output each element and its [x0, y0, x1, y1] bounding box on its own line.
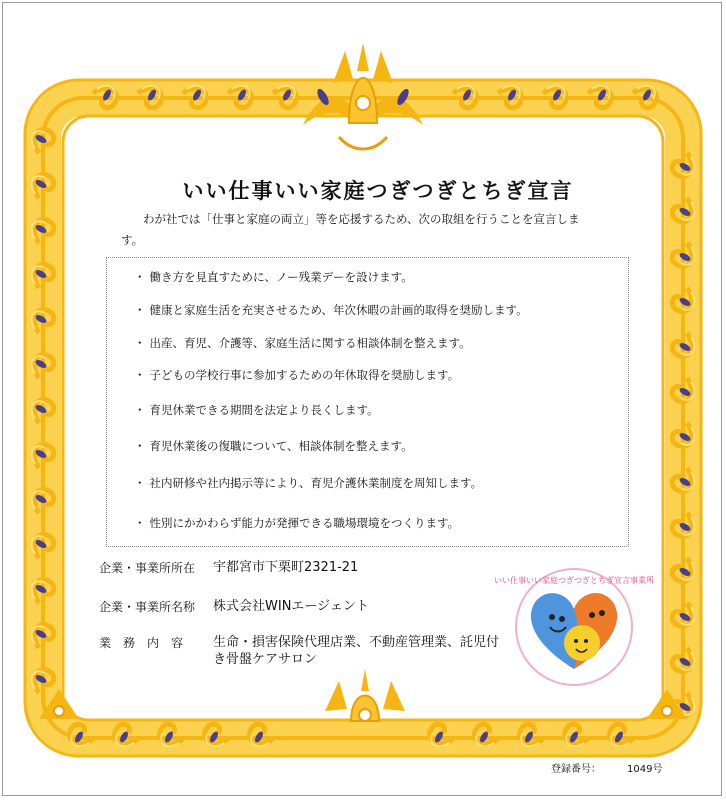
commitment-item: ・ 社内研修や社内掲示等により、育児介護休業制度を周知します。 — [134, 475, 482, 491]
business-value: 生命・損害保険代理店業、不動産管理業、託児付き骨盤ケアサロン — [213, 635, 500, 667]
company-name-label: 企業・事業所名称 — [99, 600, 196, 614]
company-name-value: 株式会社WINエージェント — [213, 599, 369, 614]
commitment-item: ・ 子どもの学校行事に参加するための年休取得を奨励します。 — [134, 367, 459, 383]
registration-label: 登録番号： — [551, 764, 601, 775]
commitment-item: ・ 育児休業後の復職について、相談体制を整えます。 — [134, 438, 413, 454]
commitment-item: ・ 健康と家庭生活を充実させるため、年次休暇の計画的取得を奨励します。 — [134, 302, 528, 318]
registration-number — [551, 760, 688, 775]
registration-value: 1049号 — [627, 764, 663, 775]
logo-ring-text: いい仕事いい家庭つぎつぎとちぎ宣言事業所 — [494, 576, 654, 585]
intro-text: わが社では「仕事と家庭の両立」等を応援するため、次の取組を行うことを宣言します。 — [121, 212, 580, 247]
address-value: 宇都宮市下栗町2321-21 — [213, 560, 359, 575]
commitment-item: ・ 性別にかかわらず能力が発揮できる職場環境をつくります。 — [134, 515, 459, 531]
commitment-item: ・ 働き方を見直すために、ノー残業デーを設けます。 — [134, 269, 413, 285]
business-label: 業 務 内 容 — [99, 636, 184, 650]
certificate-title: いい仕事いい家庭つぎつぎとちぎ宣言 — [182, 178, 574, 203]
certificate-page — [2, 2, 722, 796]
commitment-item: ・ 出産、育児、介護等、家庭生活に関する相談体制を整えます。 — [134, 335, 471, 351]
commitment-item: ・ 育児休業できる期間を法定より長くします。 — [134, 402, 379, 418]
heart-mascot-logo-icon — [494, 565, 654, 689]
address-label: 企業・事業所所在 — [99, 561, 196, 575]
